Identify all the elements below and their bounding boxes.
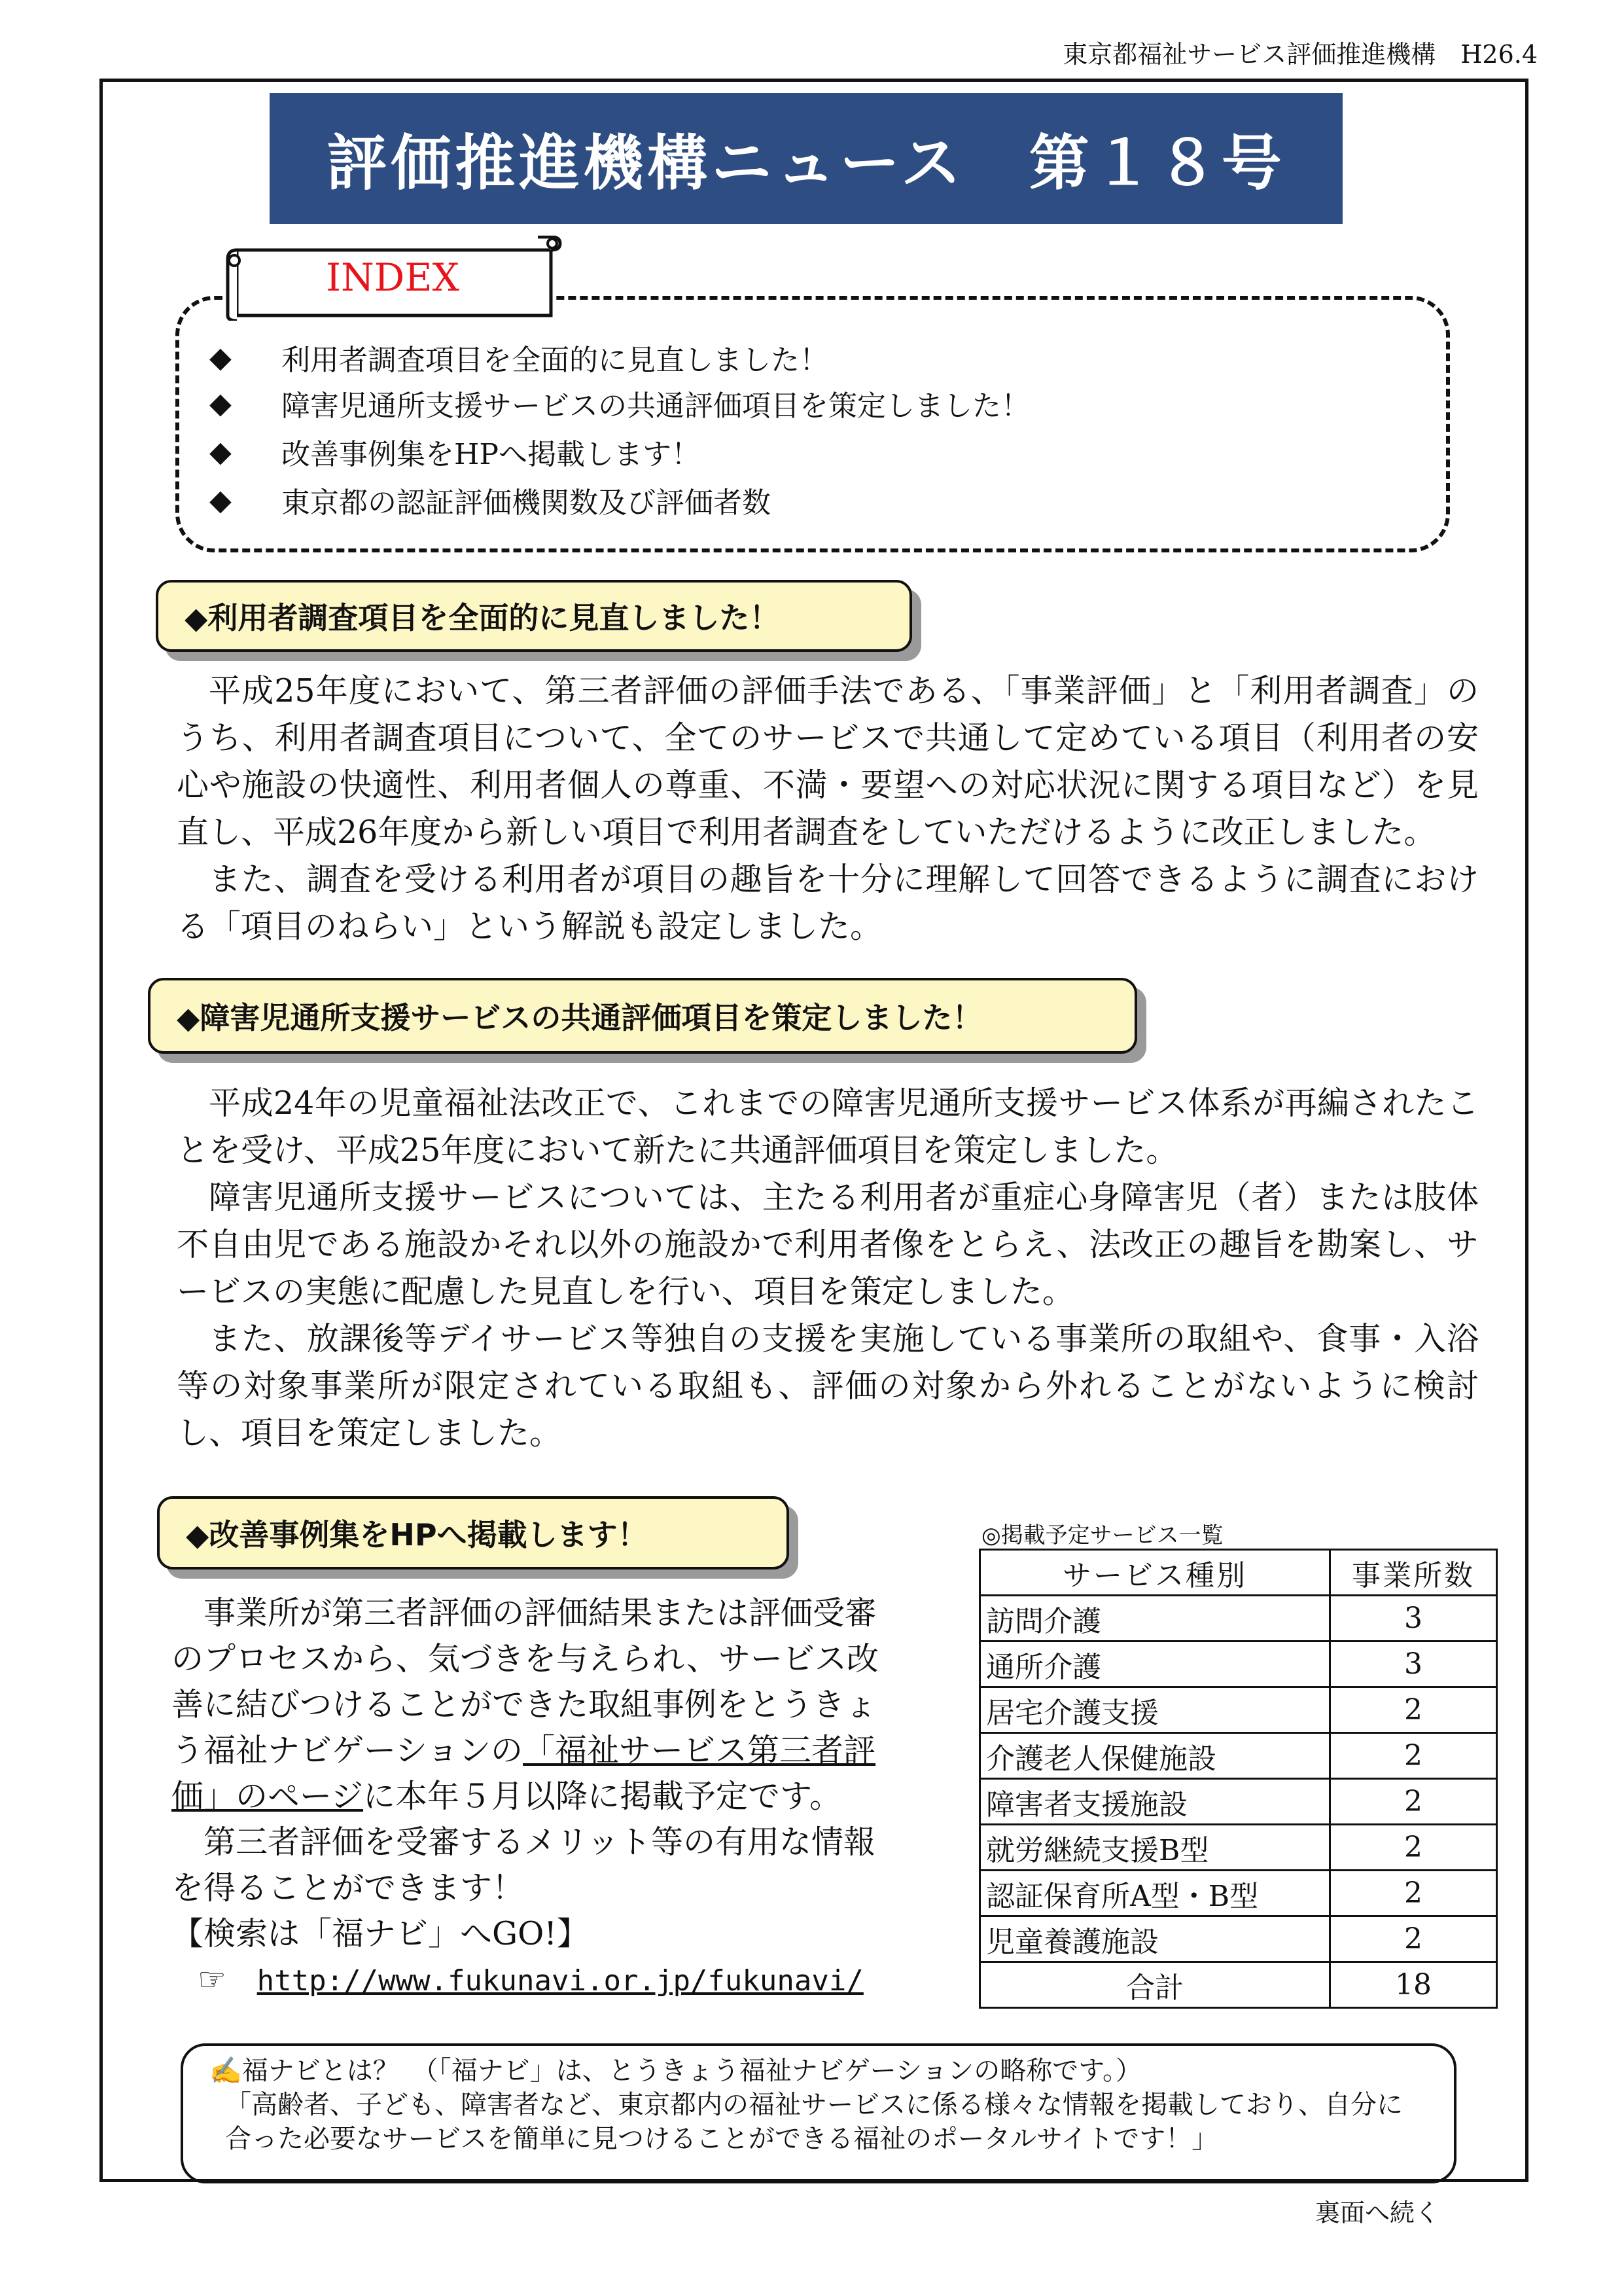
service-name: 認証保育所A型・B型 [980, 1871, 1330, 1916]
office-count: 3 [1330, 1596, 1497, 1641]
service-name: 就労継続支援B型 [980, 1825, 1330, 1871]
table-caption: ◎掲載予定サービス一覧 [981, 1522, 1224, 1549]
service-name: 通所介護 [980, 1641, 1330, 1687]
paragraph: 平成24年の児童福祉法改正で、これまでの障害児通所支援サービス体系が再編されたことを受け、平成25年度において新たに共通評価項目を策定しました。 [177, 1085, 1479, 1169]
diamond-bullet-icon: ◆ [209, 483, 232, 517]
index-item-label: 東京都の認証評価機関数及び評価者数 [281, 486, 771, 520]
section1-body [177, 668, 1479, 950]
section2-body [177, 1080, 1479, 1457]
diamond-bullet-icon: ◆ [209, 386, 232, 420]
paragraph: 平成25年度において、第三者評価の評価手法である、「事業評価」と「利用者調査」のうち、利用者調査項目について、全てのサービスで共通して定めている項目（利用者の安心や施設の快適性、利用者個人の尊重、不満・要望への対応状況に関する項目など）を見直し、平成26年度から新しい項目で利用者調査をしていただけるように改正しました。 [177, 672, 1479, 851]
index-item [209, 382, 1030, 424]
column-header: サービス種別 [980, 1550, 1330, 1596]
fukunavi-note-box [181, 2043, 1456, 2183]
table-row [980, 1779, 1497, 1825]
table-row [980, 1641, 1497, 1687]
index-item [209, 336, 828, 378]
office-count: 2 [1330, 1733, 1497, 1779]
section-heading: ◆利用者調査項目を全面的に見直しました！ [156, 580, 912, 652]
section-heading: ◆障害児通所支援サービスの共通評価項目を策定しました！ [148, 978, 1137, 1054]
diamond-bullet-icon: ◆ [209, 340, 232, 374]
fukunavi-note-body: 「高齢者、子ども、障害者など、東京都内の福祉サービスに係る様々な情報を掲載しており、自分に合った必要なサービスを簡単に見つけることができる福祉のポータルサイトです！」 [225, 2090, 1403, 2154]
table-row [980, 1916, 1497, 1962]
service-name: 居宅介護支援 [980, 1687, 1330, 1733]
table-row [980, 1871, 1497, 1916]
paragraph: また、調査を受ける利用者が項目の趣旨を十分に理解して回答できるように調査における「項目のねらい」という解説も設定しました。 [177, 861, 1479, 945]
service-name: 児童養護施設 [980, 1916, 1330, 1962]
section-heading: ◆改善事例集をHPへ掲載します！ [157, 1496, 789, 1570]
index-item [209, 431, 700, 473]
service-name: 介護老人保健施設 [980, 1733, 1330, 1779]
service-name: 障害者支援施設 [980, 1779, 1330, 1825]
total-label: 合計 [980, 1962, 1330, 2008]
paragraph: 第三者評価を受審するメリット等の有用な情報を得ることができます！ [171, 1823, 876, 1907]
fukunavi-note-title: ✍福ナビとは？ （「福ナビ」は、とうきょう福祉ナビゲーションの略称です。） [209, 2056, 1142, 2086]
table-total-row [980, 1962, 1497, 2008]
office-count: 2 [1330, 1825, 1497, 1871]
paragraph: また、放課後等デイサービス等独自の支援を実施している事業所の取組や、食事・入浴等の対象事業所が限定されている取組も、評価の対象から外れることがないように検討し、項目を策定しました。 [177, 1320, 1479, 1452]
total-count: 18 [1330, 1962, 1497, 2008]
pointing-hand-icon: ☞ [198, 1961, 226, 1998]
search-hint: 【検索は「福ナビ」へGO!】 [171, 1915, 590, 1952]
table-row [980, 1733, 1497, 1779]
service-name: 訪問介護 [980, 1596, 1330, 1641]
table-row [980, 1687, 1497, 1733]
paragraph: 障害児通所支援サービスについては、主たる利用者が重症心身障害児（者）または肢体不自由児である施設かそれ以外の施設かで利用者像をとらえ、法改正の趣旨を勘案し、サービスの実態に配慮した見直しを行い、項目を策定しました。 [177, 1179, 1479, 1310]
fukushi-page-link[interactable]: 「福祉サービス第三者評価」のページ [171, 1732, 876, 1815]
office-count: 2 [1330, 1871, 1497, 1916]
office-count: 2 [1330, 1916, 1497, 1962]
office-count: 3 [1330, 1641, 1497, 1687]
table-row [980, 1596, 1497, 1641]
index-item [209, 479, 771, 521]
table-row [980, 1825, 1497, 1871]
index-item-label: 改善事例集をHPへ掲載します！ [281, 438, 700, 471]
service-table [979, 1549, 1498, 2009]
column-header: 事業所数 [1330, 1550, 1497, 1596]
header-note: 東京都福祉サービス評価推進機構 H26.4 [1063, 40, 1538, 69]
continued-on-back: 裏面へ続く [1315, 2198, 1440, 2227]
url-line [171, 1957, 898, 2004]
index-item-label: 利用者調査項目を全面的に見直しました！ [281, 344, 828, 377]
fukunavi-url-link[interactable]: http://www.fukunavi.or.jp/fukunavi/ [256, 1964, 864, 1998]
office-count: 2 [1330, 1779, 1497, 1825]
paragraph: 事業所が第三者評価の評価結果または評価受審のプロセスから、気づきを与えられ、サービス改善に結びつけることができた取組事例をとうきょう福祉ナビゲーションの「福祉サービス第三者評価」のページに本年５月以降に掲載予定です。 [171, 1594, 879, 1815]
office-count: 2 [1330, 1687, 1497, 1733]
diamond-bullet-icon: ◆ [209, 435, 232, 469]
index-item-label: 障害児通所支援サービスの共通評価項目を策定しました！ [281, 389, 1030, 423]
section3-body [171, 1590, 898, 2004]
index-title: INDEX [326, 255, 459, 300]
newsletter-banner: 評価推進機構ニュース 第１８号 [270, 93, 1343, 224]
table-header-row [980, 1550, 1497, 1596]
